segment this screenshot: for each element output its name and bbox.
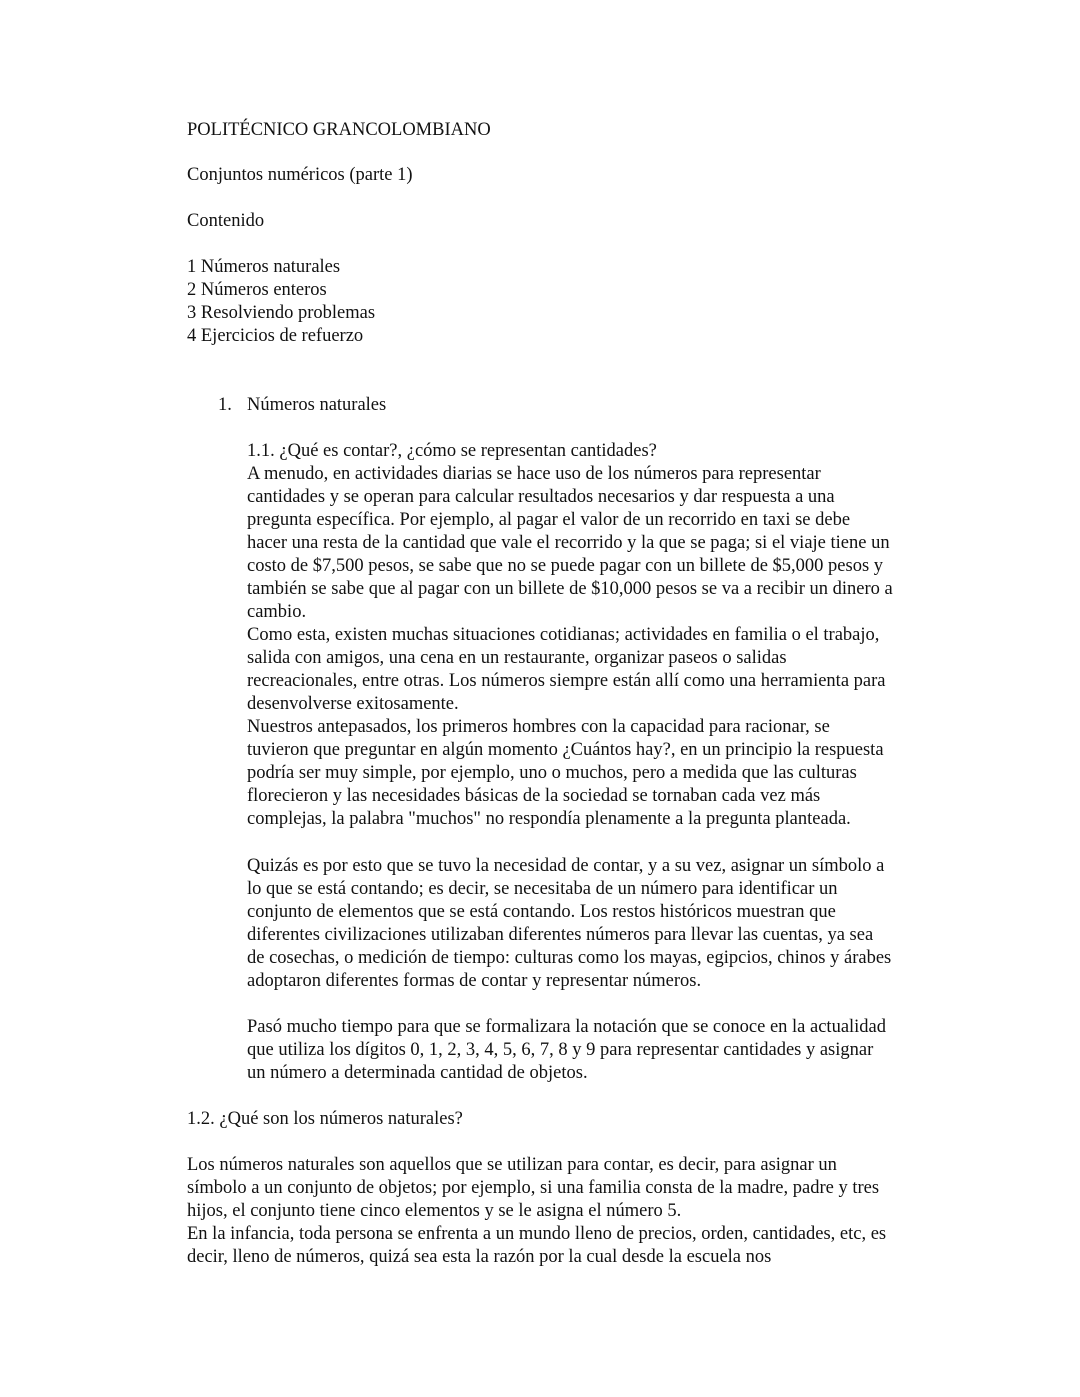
subsection-heading: 1.1. ¿Qué es contar?, ¿cómo se representan cantidades? [247,441,657,461]
section-number: 1. [218,395,232,415]
paragraph: Quizás es por esto que se tuvo la necesidad de contar, y a su vez, asignar un símbolo a lo que se está contando; es decir, se necesitaba de un número para identificar un conjunto de elementos que se está contando. Los restos históricos muestran que diferentes civilizaciones utilizaban diferentes números para llevar las cuentas, ya sea de cosechas, o medición de tiempo: culturas como los mayas, egipcios, chinos y árabes adoptaron diferentes formas de contar y representar números. [247,856,892,991]
section-heading [218,394,386,417]
document-title: Conjuntos numéricos (parte 1) [187,165,413,185]
toc-item: 2 Números enteros [187,280,327,300]
paragraph: A menudo, en actividades diarias se hace uso de los números para representar cantidades y se operan para calcular resultados necesarios y dar respuesta a una pregunta específica. Por ejemplo, al pagar el valor de un recorrido en taxi se debe hacer una resta de la cantidad que vale el recorrido y la que se paga; si el viaje tiene un costo de $7,500 pesos, se sabe que no se puede pagar con un billete de $5,000 pesos y también se sabe que al pagar con un billete de $10,000 pesos se va a recibir un dinero a cambio. [247,464,893,622]
paragraph: Nuestros antepasados, los primeros hombres con la capacidad para racionar, se tuvieron que preguntar en algún momento ¿Cuántos hay?, en un principio la respuesta podría ser muy simple, por ejemplo, uno o muchos, pero a medida que las culturas florecieron y las necesidades básicas de la sociedad se tornaban cada vez más complejas, la palabra "muchos" no respondía plenamente a la pregunta planteada. [247,717,884,829]
toc-item: 3 Resolviendo problemas [187,303,376,323]
subsection-heading: 1.2. ¿Qué son los números naturales? [187,1109,463,1129]
paragraph: Pasó mucho tiempo para que se formalizara la notación que se conoce en la actualidad que utiliza los dígitos 0, 1, 2, 3, 4, 5, 6, 7, 8 y 9 para representar cantidades y asignar un número a determinada cantidad de objetos. [247,1017,887,1083]
institution-name: POLITÉCNICO GRANCOLOMBIANO [187,120,491,140]
paragraph: En la infancia, toda persona se enfrenta a un mundo lleno de precios, orden, cantidades, etc, es decir, lleno de números, quizá sea esta la razón por la cual desde la escuela nos [187,1224,887,1267]
toc-item: 1 Números naturales [187,257,341,277]
section-title: Números naturales [247,395,387,415]
paragraph: Los números naturales son aquellos que se utilizan para contar, es decir, para asignar un símbolo a un conjunto de objetos; por ejemplo, si una familia consta de la madre, padre y tres hijos, el conjunto tiene cinco elementos y se le asigna el número 5. [187,1155,880,1221]
paragraph: Como esta, existen muchas situaciones cotidianas; actividades en familia o el trabajo, salida con amigos, una cena en un restaurante, organizar paseos o salidas recreacionales, entre otras. Los números siempre están allí como una herramienta para desenvolverse exitosamente. [247,625,886,714]
contents-heading: Contenido [187,211,265,231]
toc-item: 4 Ejercicios de refuerzo [187,326,364,346]
